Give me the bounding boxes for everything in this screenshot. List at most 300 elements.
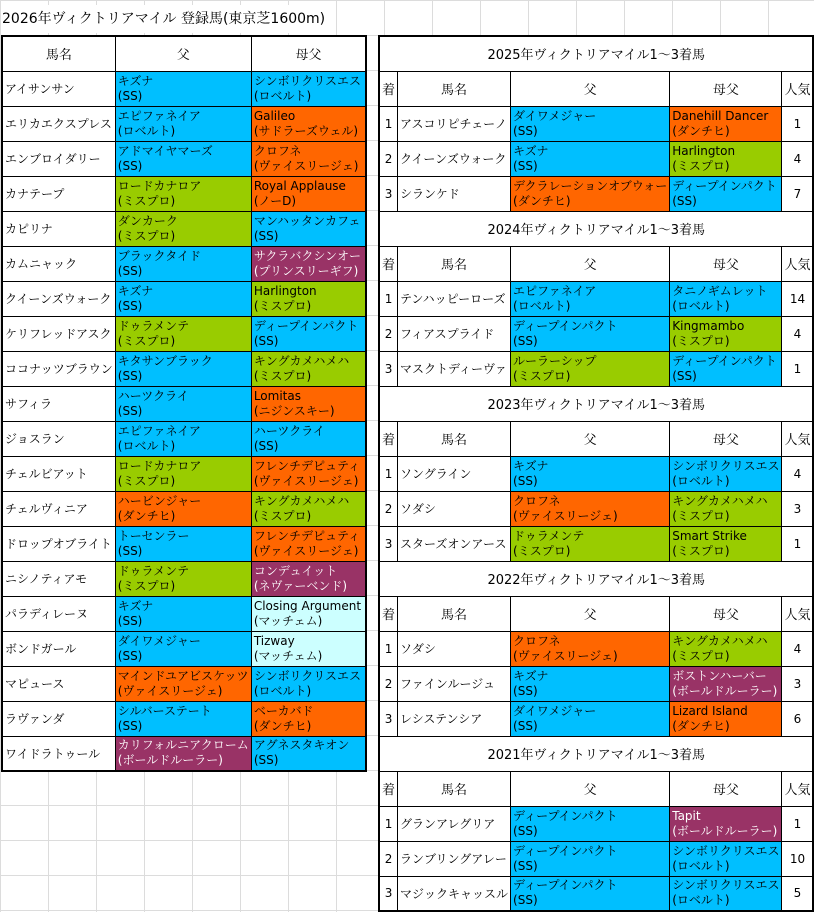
- dam-sire-cell-line: (ミスプロ): [672, 333, 730, 348]
- dam-sire-cell-horse: サクラバクシンオー: [253, 248, 362, 263]
- dam-sire-cell-line: (ダンチヒ): [672, 718, 730, 733]
- dam-sire-cell: [670, 456, 782, 491]
- dam-sire-cell-line: (ミスプロ): [672, 648, 730, 663]
- sire-cell: [511, 141, 670, 176]
- dam-sire-cell-line: (マッチェム): [253, 648, 323, 663]
- horse-name-cell-text: ランブリングアレー: [400, 852, 507, 866]
- sire-cell-horse: ドゥラメンテ: [117, 563, 190, 578]
- table-row: [379, 701, 813, 736]
- dam-sire-cell-horse: ベーカバド: [253, 703, 314, 718]
- result-header-row: [379, 71, 813, 106]
- sire-cell-horse: ドゥラメンテ: [513, 528, 585, 543]
- horse-name-cell: [2, 211, 115, 246]
- sire-cell-line: (SS): [513, 123, 538, 138]
- sire-cell-line: (SS): [117, 263, 143, 278]
- sire-cell-horse: キズナ: [513, 668, 549, 683]
- dam-sire-cell-line: (サドラーズウェル): [253, 123, 359, 138]
- table-row: [2, 106, 366, 141]
- dam-sire-cell-horse: キングカメハメハ: [253, 353, 350, 368]
- horse-name-cell: [398, 701, 511, 736]
- dam-sire-cell: [251, 281, 366, 316]
- popularity-cell: [782, 841, 814, 876]
- dam-sire-cell-line: (ヴァイスリージェ): [253, 158, 359, 173]
- sire-cell: [511, 631, 670, 666]
- rank-cell: [379, 806, 398, 841]
- rank-cell: [379, 526, 398, 561]
- sire-cell: [511, 456, 670, 491]
- dam-sire-cell: [251, 666, 366, 701]
- dam-sire-cell-line: (ボールドルーラー): [672, 683, 778, 698]
- header-horse-name: 馬名: [398, 421, 511, 456]
- popularity-cell-text: 3: [793, 501, 802, 516]
- dam-sire-cell-line: (ロベルト): [672, 473, 730, 488]
- horse-name-cell-text: レシステンシア: [400, 712, 483, 726]
- popularity-cell-text: 4: [793, 151, 802, 166]
- dam-sire-cell: [670, 631, 782, 666]
- sire-cell: [511, 526, 670, 561]
- horse-name-cell: [2, 316, 115, 351]
- dam-sire-cell-line: (SS): [672, 193, 697, 208]
- popularity-cell-text: 1: [793, 816, 802, 831]
- sire-cell-horse: ロードカナロア: [117, 458, 202, 473]
- table-row: [2, 211, 366, 246]
- header-popularity: 人気: [782, 71, 814, 106]
- dam-sire-cell-horse: ディープインパクト: [672, 353, 777, 368]
- popularity-cell-text: 3: [793, 676, 802, 691]
- sire-cell-line: (SS): [117, 613, 143, 628]
- horse-name-cell: [2, 281, 115, 316]
- dam-sire-cell-line: (ロベルト): [672, 858, 730, 873]
- table-row: [2, 141, 366, 176]
- dam-sire-cell: [670, 281, 782, 316]
- dam-sire-cell-horse: アグネスタキオン: [253, 738, 350, 753]
- horse-name-cell: [2, 456, 115, 491]
- horse-name-cell-text: サフィラ: [5, 397, 53, 411]
- sire-cell-horse: ディープインパクト: [513, 878, 618, 893]
- dam-sire-cell: [670, 176, 782, 211]
- sire-cell-line: (SS): [513, 718, 538, 733]
- horse-name-cell: [398, 526, 511, 561]
- dam-sire-cell-line: (ノーD): [253, 193, 297, 208]
- dam-sire-cell: [670, 351, 782, 386]
- table-row: [379, 526, 813, 561]
- dam-sire-cell-horse: シンボリクリスエス: [253, 668, 362, 683]
- horse-name-cell-text: ジョスラン: [5, 432, 65, 446]
- horse-name-cell-text: アスコリピチェーノ: [400, 117, 507, 131]
- table-row: [2, 316, 366, 351]
- horse-name-cell-text: ドロップオブライト: [5, 537, 112, 551]
- dam-sire-cell: [670, 141, 782, 176]
- sire-cell: [115, 526, 251, 561]
- dam-sire-cell-line: (ロベルト): [253, 683, 312, 698]
- dam-sire-cell: [251, 596, 366, 631]
- rank-cell-text: 2: [384, 851, 393, 866]
- dam-sire-cell-horse: キングカメハメハ: [672, 493, 768, 508]
- horse-name-cell: [398, 351, 511, 386]
- popularity-cell: [782, 526, 814, 561]
- popularity-cell: [782, 666, 814, 701]
- sire-cell-line: (ヴァイスリージェ): [513, 508, 618, 523]
- horse-name-cell-text: マジックキャッスル: [400, 886, 509, 901]
- dam-sire-cell-horse: シンボリクリスエス: [672, 843, 780, 858]
- sire-cell-line: (ダンチヒ): [117, 508, 176, 523]
- sire-cell: [115, 351, 251, 386]
- rank-cell: [379, 106, 398, 141]
- sire-cell: [115, 246, 251, 281]
- sire-cell-line: (SS): [513, 893, 538, 908]
- sire-cell-horse: キズナ: [513, 143, 549, 158]
- sire-cell: [115, 176, 251, 211]
- rank-cell-text: 3: [384, 361, 393, 376]
- rank-cell: [379, 176, 398, 211]
- header-horse-name: 馬名: [398, 596, 511, 631]
- popularity-cell: [782, 456, 814, 491]
- header-horse-name: 馬名: [398, 246, 511, 281]
- sire-cell-line: (ヴァイスリージェ): [117, 683, 223, 698]
- sire-cell-horse: ダンカーク: [117, 213, 178, 228]
- sire-cell: [511, 281, 670, 316]
- dam-sire-cell: [251, 246, 366, 281]
- rank-cell-text: 1: [384, 291, 393, 306]
- sire-cell-line: (SS): [513, 333, 538, 348]
- sire-cell: [115, 71, 251, 106]
- header-horse-name: 馬名: [2, 36, 115, 71]
- horse-name-cell: [398, 176, 511, 211]
- dam-sire-cell-line: (ミスプロ): [672, 158, 730, 173]
- dam-sire-cell-line: (ヴァイスリージェ): [253, 473, 359, 488]
- dam-sire-cell-horse: Royal Applause: [253, 178, 346, 193]
- rank-cell-text: 3: [384, 711, 393, 726]
- header-rank: 着: [379, 246, 398, 281]
- table-row: [2, 736, 366, 771]
- dam-sire-cell-horse: フレンチデピュティ: [253, 528, 361, 543]
- dam-sire-cell-horse: ハーツクライ: [253, 423, 325, 438]
- header-popularity: 人気: [782, 596, 814, 631]
- dam-sire-cell: [251, 736, 366, 771]
- year-title: 2023年ヴィクトリアマイル1～3着馬: [379, 386, 813, 421]
- table-row: [379, 281, 813, 316]
- rank-cell: [379, 456, 398, 491]
- table-row: [379, 806, 813, 841]
- dam-sire-cell: [251, 491, 366, 526]
- horse-name-cell: [2, 526, 115, 561]
- dam-sire-cell: [251, 526, 366, 561]
- sire-cell: [115, 281, 251, 316]
- sire-cell: [511, 106, 670, 141]
- horse-name-cell-text: グランアレグリア: [400, 817, 496, 831]
- dam-sire-cell: [251, 211, 366, 246]
- horse-name-cell: [398, 631, 511, 666]
- dam-sire-cell-horse: Harlington: [253, 283, 317, 298]
- table-row: [379, 141, 813, 176]
- horse-name-cell-text: ファインルージュ: [400, 677, 495, 691]
- popularity-cell-text: 1: [793, 361, 802, 376]
- rank-cell: [379, 491, 398, 526]
- popularity-cell: [782, 141, 814, 176]
- dam-sire-cell-line: (マッチェム): [253, 613, 323, 628]
- sire-cell-line: (SS): [513, 158, 538, 173]
- dam-sire-cell-horse: クロフネ: [253, 143, 302, 158]
- header-dam-sire: 母父: [670, 71, 782, 106]
- dam-sire-cell-line: (SS): [253, 438, 279, 453]
- horse-name-cell-text: エンブロイダリー: [5, 152, 101, 166]
- dam-sire-cell-horse: Smart Strike: [672, 528, 747, 543]
- dam-sire-cell-horse: ディープインパクト: [672, 178, 777, 193]
- table-row: [379, 491, 813, 526]
- horse-name-cell-text: カナテープ: [5, 187, 65, 201]
- sire-cell-line: (ミスプロ): [117, 193, 176, 208]
- sire-cell-horse: ドゥラメンテ: [117, 318, 190, 333]
- sire-cell-line: (ダンチヒ): [513, 193, 571, 208]
- popularity-cell-text: 10: [789, 851, 806, 866]
- header-popularity: 人気: [782, 246, 814, 281]
- dam-sire-cell-line: (SS): [672, 368, 697, 383]
- horse-name-cell-text: ラヴァンダ: [5, 712, 65, 726]
- dam-sire-cell: [670, 701, 782, 736]
- sire-cell-horse: デクラレーションオブウォー: [513, 178, 668, 193]
- sire-cell-line: (ロベルト): [117, 123, 176, 138]
- rank-cell-text: 1: [384, 466, 393, 481]
- horse-name-cell-text: ソダシ: [400, 642, 436, 656]
- year-title: 2021年ヴィクトリアマイル1～3着馬: [379, 736, 813, 771]
- dam-sire-cell-line: (ミスプロ): [253, 298, 312, 313]
- sire-cell-horse: キズナ: [513, 458, 549, 473]
- sire-cell-line: (SS): [117, 368, 143, 383]
- horse-name-cell: [2, 421, 115, 456]
- dam-sire-cell-line: (ミスプロ): [672, 508, 730, 523]
- year-title: 2022年ヴィクトリアマイル1～3着馬: [379, 561, 813, 596]
- dam-sire-cell-line: (SS): [253, 333, 279, 348]
- table-row: [2, 596, 366, 631]
- sire-cell: [115, 701, 251, 736]
- dam-sire-cell: [251, 316, 366, 351]
- sire-cell-line: (ミスプロ): [117, 578, 176, 593]
- sire-cell-line: (SS): [513, 823, 538, 838]
- horse-name-cell-text: テンハッピーローズ: [400, 292, 506, 306]
- rank-cell: [379, 631, 398, 666]
- table-row: [379, 176, 813, 211]
- header-dam-sire: 母父: [670, 596, 782, 631]
- header-horse-name: 馬名: [398, 71, 511, 106]
- sire-cell-horse: トーセンラー: [117, 528, 190, 543]
- year-title-row: [379, 561, 813, 596]
- header-rank: 着: [379, 71, 398, 106]
- horse-name-cell: [398, 876, 511, 911]
- sire-cell: [511, 841, 670, 876]
- dam-sire-cell-horse: Galileo: [253, 108, 296, 123]
- table-row: [379, 666, 813, 701]
- popularity-cell-text: 4: [793, 641, 802, 656]
- horse-name-cell: [398, 106, 511, 141]
- rank-cell: [379, 701, 398, 736]
- sire-cell-line: (SS): [117, 158, 143, 173]
- dam-sire-cell-horse: ボストンハーバー: [672, 668, 767, 683]
- table-row: [2, 701, 366, 736]
- sire-cell-horse: エピファネイア: [117, 423, 201, 438]
- table-row: [379, 876, 813, 911]
- rank-cell-text: 1: [384, 816, 393, 831]
- result-header-row: [379, 596, 813, 631]
- sire-cell-line: (SS): [117, 88, 143, 103]
- table-row: [2, 456, 366, 491]
- horse-name-cell-text: マピュース: [5, 677, 65, 691]
- table-row: [2, 491, 366, 526]
- dam-sire-cell: [251, 421, 366, 456]
- header-dam-sire: 母父: [670, 771, 782, 806]
- sire-cell-line: (SS): [117, 543, 143, 558]
- table-row: [2, 561, 366, 596]
- sire-cell-horse: ダイワメジャー: [117, 633, 201, 648]
- popularity-cell-text: 7: [793, 186, 802, 201]
- rank-cell-text: 1: [384, 116, 393, 131]
- dam-sire-cell: [670, 491, 782, 526]
- dam-sire-cell-horse: シンボリクリスエス: [253, 73, 362, 88]
- table-row: [2, 631, 366, 666]
- table-row: [2, 71, 366, 106]
- sire-cell: [115, 211, 251, 246]
- table-row: [2, 421, 366, 456]
- horse-name-cell: [2, 141, 115, 176]
- sire-cell: [115, 631, 251, 666]
- dam-sire-cell-line: (ミスプロ): [253, 368, 312, 383]
- popularity-cell: [782, 491, 814, 526]
- table-row: [379, 106, 813, 141]
- dam-sire-cell-horse: マンハッタンカフェ: [253, 213, 361, 228]
- sire-cell-line: (SS): [117, 403, 143, 418]
- dam-sire-cell-line: (ダンチヒ): [672, 123, 730, 138]
- sire-cell: [511, 491, 670, 526]
- dam-sire-cell: [251, 456, 366, 491]
- dam-sire-cell-line: (ダンチヒ): [253, 718, 312, 733]
- dam-sire-cell: [670, 526, 782, 561]
- rank-cell-text: 3: [384, 886, 393, 901]
- header-dam-sire: 母父: [670, 246, 782, 281]
- sire-cell-horse: クロフネ: [513, 633, 561, 648]
- sire-cell: [115, 736, 251, 771]
- dam-sire-cell: [251, 71, 366, 106]
- rank-cell-text: 2: [384, 501, 393, 516]
- dam-sire-cell-horse: シンボリクリスエス: [672, 458, 780, 473]
- horse-name-cell-text: チェルヴィニア: [5, 502, 88, 516]
- rank-cell-text: 2: [384, 326, 393, 341]
- table-row: [379, 351, 813, 386]
- horse-name-cell: [398, 841, 511, 876]
- sire-cell: [511, 351, 670, 386]
- dam-sire-cell-horse: Harlington: [672, 143, 736, 158]
- dam-sire-cell-horse: キングカメハメハ: [672, 633, 768, 648]
- sire-cell-horse: ディープインパクト: [513, 843, 618, 858]
- horse-name-cell-text: ソダシ: [400, 502, 436, 516]
- rank-cell-text: 1: [384, 641, 393, 656]
- dam-sire-cell: [251, 386, 366, 421]
- rank-cell-text: 2: [384, 676, 393, 691]
- horse-name-cell: [398, 666, 511, 701]
- sire-cell: [511, 806, 670, 841]
- dam-sire-cell: [251, 176, 366, 211]
- table-row: [379, 316, 813, 351]
- year-title: 2025年ヴィクトリアマイル1～3着馬: [379, 36, 813, 71]
- horse-name-cell: [2, 351, 115, 386]
- table-row: [2, 281, 366, 316]
- dam-sire-cell-line: (ニジンスキー): [253, 403, 335, 418]
- header-sire: 父: [511, 596, 670, 631]
- result-header-row: [379, 421, 813, 456]
- header-sire: 父: [115, 36, 251, 71]
- year-title-row: [379, 386, 813, 421]
- popularity-cell-text: 5: [793, 886, 802, 901]
- sire-cell-line: (ミスプロ): [513, 368, 571, 383]
- table-row: [379, 841, 813, 876]
- horse-name-cell-text: クイーンズウォーク: [400, 152, 507, 166]
- header-dam-sire: 母父: [251, 36, 366, 71]
- sire-cell: [115, 141, 251, 176]
- sire-cell-line: (ロベルト): [117, 438, 176, 453]
- horse-name-cell: [398, 141, 511, 176]
- rank-cell-text: 3: [384, 186, 393, 201]
- dam-sire-cell-horse: Lomitas: [253, 388, 301, 403]
- sire-cell-horse: シルバーステート: [117, 703, 212, 718]
- sire-cell-line: (ミスプロ): [117, 333, 176, 348]
- rank-cell: [379, 666, 398, 701]
- horse-name-cell: [2, 736, 115, 771]
- sire-cell: [511, 316, 670, 351]
- year-title-row: [379, 36, 813, 71]
- rank-cell: [379, 351, 398, 386]
- horse-name-cell: [398, 806, 511, 841]
- rank-cell: [379, 876, 398, 911]
- horse-name-cell-text: マスクトディーヴァ: [400, 362, 507, 376]
- popularity-cell: [782, 176, 814, 211]
- header-rank: 着: [379, 771, 398, 806]
- header-sire: 父: [511, 421, 670, 456]
- horse-name-cell: [398, 316, 511, 351]
- table-row: [379, 456, 813, 491]
- dam-sire-cell-line: (SS): [253, 753, 279, 768]
- horse-name-cell: [2, 106, 115, 141]
- dam-sire-cell-line: (プリンスリーギフ): [253, 263, 359, 278]
- sire-cell: [511, 176, 670, 211]
- popularity-cell-text: 1: [793, 536, 802, 551]
- rank-cell: [379, 316, 398, 351]
- sire-cell-horse: ハーツクライ: [117, 388, 189, 403]
- registered-horses-table: [1, 35, 367, 772]
- sire-cell-horse: ディープインパクト: [513, 808, 618, 823]
- horse-name-cell-text: カピリナ: [5, 222, 53, 236]
- popularity-cell: [782, 806, 814, 841]
- sire-cell-horse: マインドユアビスケッツ: [117, 668, 249, 683]
- rank-cell: [379, 141, 398, 176]
- header-dam-sire: 母父: [670, 421, 782, 456]
- dam-sire-cell-line: (SS): [253, 228, 279, 243]
- dam-sire-cell: [670, 806, 782, 841]
- sire-cell-line: (SS): [117, 648, 143, 663]
- sire-cell: [115, 456, 251, 491]
- popularity-cell: [782, 281, 814, 316]
- popularity-cell: [782, 316, 814, 351]
- sire-cell: [115, 561, 251, 596]
- horse-name-cell-text: スターズオンアース: [400, 537, 507, 551]
- sire-cell-line: (ロベルト): [513, 298, 571, 313]
- horse-name-cell: [2, 666, 115, 701]
- dam-sire-cell-line: (ロベルト): [672, 893, 730, 908]
- sire-cell-line: (ミスプロ): [117, 228, 176, 243]
- popularity-cell: [782, 876, 814, 911]
- sire-cell-horse: ブラックタイド: [117, 248, 202, 263]
- sire-cell-horse: アドマイヤマーズ: [117, 143, 213, 158]
- dam-sire-cell-horse: タニノギムレット: [672, 283, 768, 298]
- sire-cell-horse: キズナ: [117, 73, 154, 88]
- sire-cell-horse: ルーラーシップ: [513, 353, 597, 368]
